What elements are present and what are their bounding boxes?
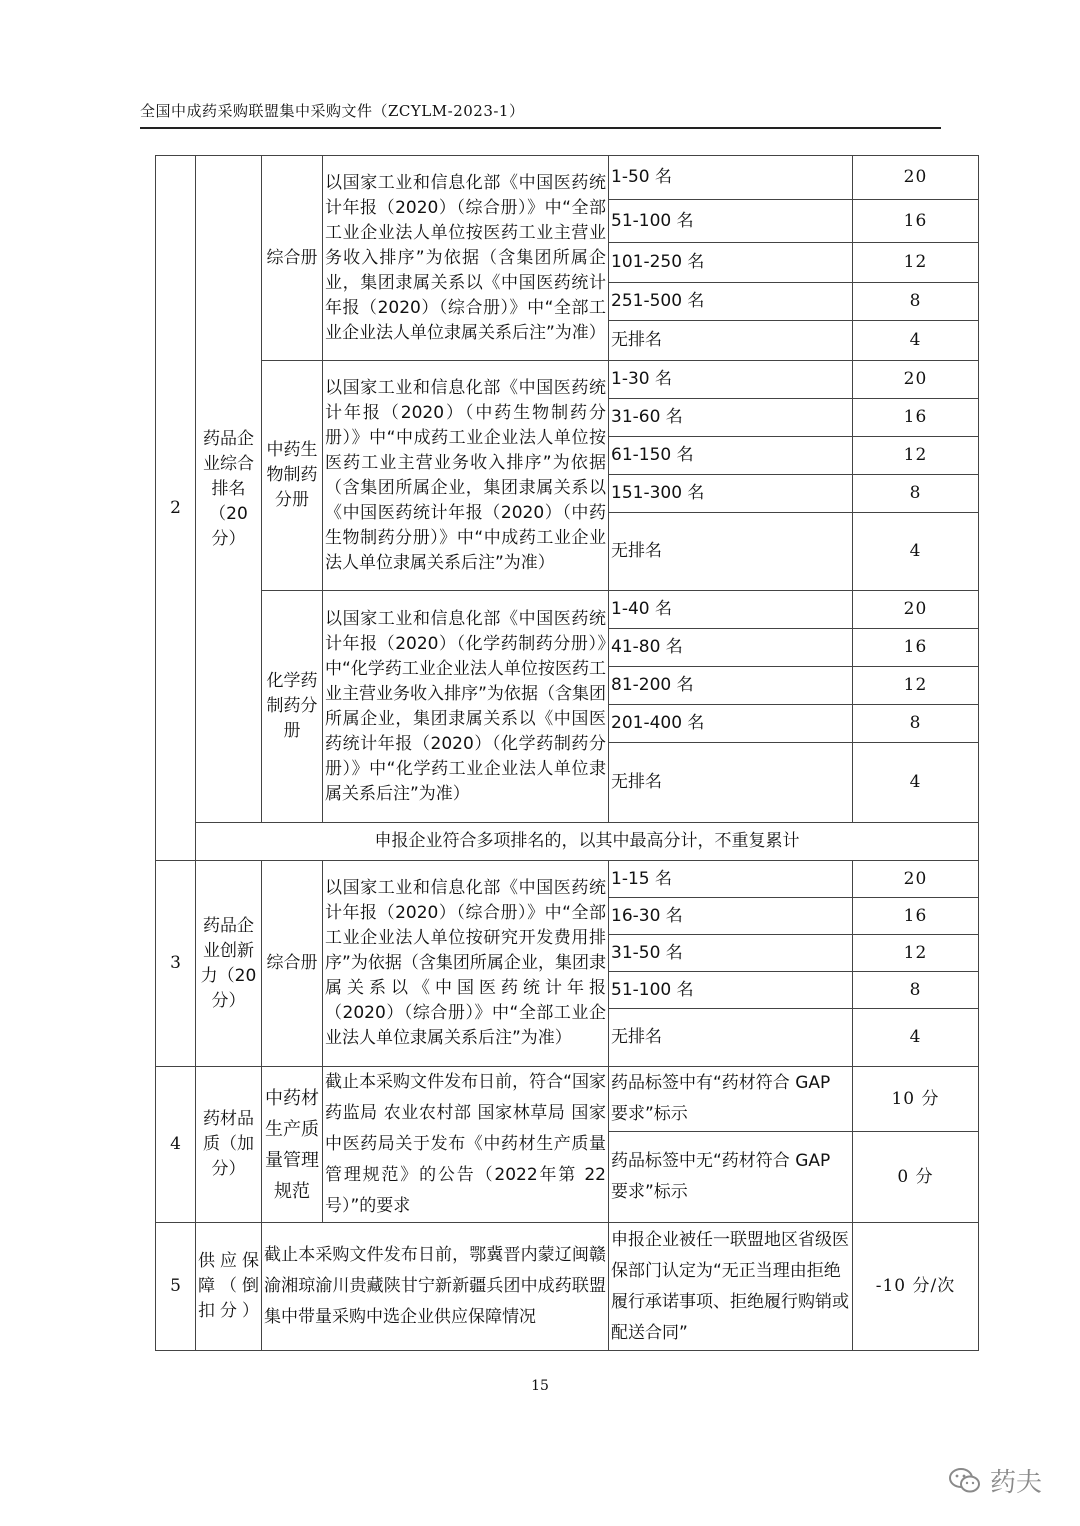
- subcategory-cell: 中药生物制药分册: [262, 361, 323, 591]
- rank-cell: 81-200 名: [609, 667, 853, 705]
- rank-cell: 申报企业被任一联盟地区省级医保部门认定为“无正当理由拒绝履行承诺事项、拒绝履行购销或配送合同”: [609, 1223, 853, 1351]
- wechat-icon: [948, 1467, 982, 1495]
- score-cell: 12: [853, 243, 979, 283]
- score-cell: 0 分: [853, 1132, 979, 1223]
- rank-cell: 51-100 名: [609, 972, 853, 1009]
- subcategory-cell: 综合册: [262, 861, 323, 1067]
- rank-cell: 31-60 名: [609, 399, 853, 437]
- rank-cell: 151-300 名: [609, 475, 853, 513]
- document-header: 全国中成药采购联盟集中采购文件（ZCYLM-2023-1）: [140, 102, 525, 120]
- row-number: 3: [156, 861, 196, 1067]
- rank-cell: 1-30 名: [609, 361, 853, 399]
- criteria-description: 截止本采购文件发布日前，符合“国家药监局 农业农村部 国家林草局 国家中医药局关于发布《中药材生产质量管理规范》的公告（2022年第 22 号）”的要求: [323, 1067, 609, 1223]
- rank-cell: 251-500 名: [609, 283, 853, 321]
- scoring-table: [155, 155, 979, 1351]
- score-cell: 20: [853, 591, 979, 629]
- score-cell: 8: [853, 475, 979, 513]
- category-cell: 药品企业综合排名（20分）: [196, 156, 262, 823]
- score-cell: 4: [853, 513, 979, 591]
- rank-cell: 61-150 名: [609, 437, 853, 475]
- score-cell: 4: [853, 1009, 979, 1067]
- header-rule: [140, 127, 941, 129]
- category-cell: 药材品质（加分）: [196, 1067, 262, 1223]
- watermark: [948, 1462, 1042, 1499]
- score-cell: 4: [853, 743, 979, 823]
- rank-cell: 101-250 名: [609, 243, 853, 283]
- rank-cell: 31-50 名: [609, 935, 853, 972]
- criteria-description: 截止本采购文件发布日前，鄂冀晋内蒙辽闽赣渝湘琼渝川贵藏陕甘宁新新疆兵团中成药联盟集中带量采购中选企业供应保障情况: [262, 1223, 609, 1351]
- criteria-description: 以国家工业和信息化部《中国医药统计年报（2020）（中药生物制药分册）》中“中成药工业企业法人单位按医药工业主营业务收入排序”为依据（含集团所属企业，集团隶属关系以《中国医药统计年报（2020）（中药生物制药分册）》中“中成药工业企业法人单位隶属关系后注”为准）: [323, 361, 609, 591]
- page-number: 15: [531, 1378, 549, 1394]
- rank-cell: 51-100 名: [609, 200, 853, 243]
- score-cell: 8: [853, 283, 979, 321]
- score-cell: 20: [853, 861, 979, 898]
- score-cell: 10 分: [853, 1067, 979, 1132]
- rank-cell: 无排名: [609, 513, 853, 591]
- score-cell: 16: [853, 200, 979, 243]
- score-cell: 12: [853, 667, 979, 705]
- criteria-description: 以国家工业和信息化部《中国医药统计年报（2020）（综合册）》中“全部工业企业法人单位按医药工业主营业务收入排序”为依据（含集团所属企业，集团隶属关系以《中国医药统计年报（2020）（综合册）》中“全部工业企业法人单位隶属关系后注”为准）: [323, 156, 609, 361]
- rank-cell: 1-50 名: [609, 156, 853, 200]
- rank-cell: 201-400 名: [609, 705, 853, 743]
- rank-cell: 药品标签中有“药材符合 GAP 要求”标示: [609, 1067, 853, 1132]
- watermark-text: 药夫: [990, 1468, 1043, 1498]
- score-cell: 12: [853, 935, 979, 972]
- score-cell: 16: [853, 898, 979, 935]
- score-cell: 8: [853, 972, 979, 1009]
- row-number: 5: [156, 1223, 196, 1351]
- rank-cell: 无排名: [609, 321, 853, 361]
- score-cell: 20: [853, 361, 979, 399]
- score-cell: 20: [853, 156, 979, 200]
- row-number: 4: [156, 1067, 196, 1223]
- section-note: 申报企业符合多项排名的，以其中最高分计，不重复累计: [196, 823, 979, 861]
- score-cell: -10 分/次: [853, 1223, 979, 1351]
- category-cell: 供应保障（倒扣分）: [196, 1223, 262, 1351]
- subcategory-cell: 综合册: [262, 156, 323, 361]
- score-cell: 16: [853, 629, 979, 667]
- score-cell: 8: [853, 705, 979, 743]
- rank-cell: 无排名: [609, 1009, 853, 1067]
- score-cell: 12: [853, 437, 979, 475]
- row-number: 2: [156, 156, 196, 861]
- rank-cell: 无排名: [609, 743, 853, 823]
- rank-cell: 41-80 名: [609, 629, 853, 667]
- rank-cell: 1-15 名: [609, 861, 853, 898]
- score-cell: 4: [853, 321, 979, 361]
- rank-cell: 药品标签中无“药材符合 GAP 要求”标示: [609, 1132, 853, 1223]
- score-cell: 16: [853, 399, 979, 437]
- rank-cell: 1-40 名: [609, 591, 853, 629]
- criteria-description: 以国家工业和信息化部《中国医药统计年报（2020）（综合册）》中“全部工业企业法人单位按研究开发费用排序”为依据（含集团所属企业，集团隶属关系以《中国医药统计年报（2020）（综合册）》中“全部工业企业法人单位隶属关系后注”为准）: [323, 861, 609, 1067]
- category-cell: 药品企业创新力（20分）: [196, 861, 262, 1067]
- subcategory-cell: 中药材生产质量管理规范: [262, 1067, 323, 1223]
- subcategory-cell: 化学药制药分册: [262, 591, 323, 823]
- rank-cell: 16-30 名: [609, 898, 853, 935]
- criteria-description: 以国家工业和信息化部《中国医药统计年报（2020）（化学药制药分册）》中“化学药工业企业法人单位按医药工业主营业务收入排序”为依据（含集团所属企业，集团隶属关系以《中国医药统计年报（2020）（化学药制药分册）》中“化学药工业企业法人单位隶属关系后注”为准）: [323, 591, 609, 823]
